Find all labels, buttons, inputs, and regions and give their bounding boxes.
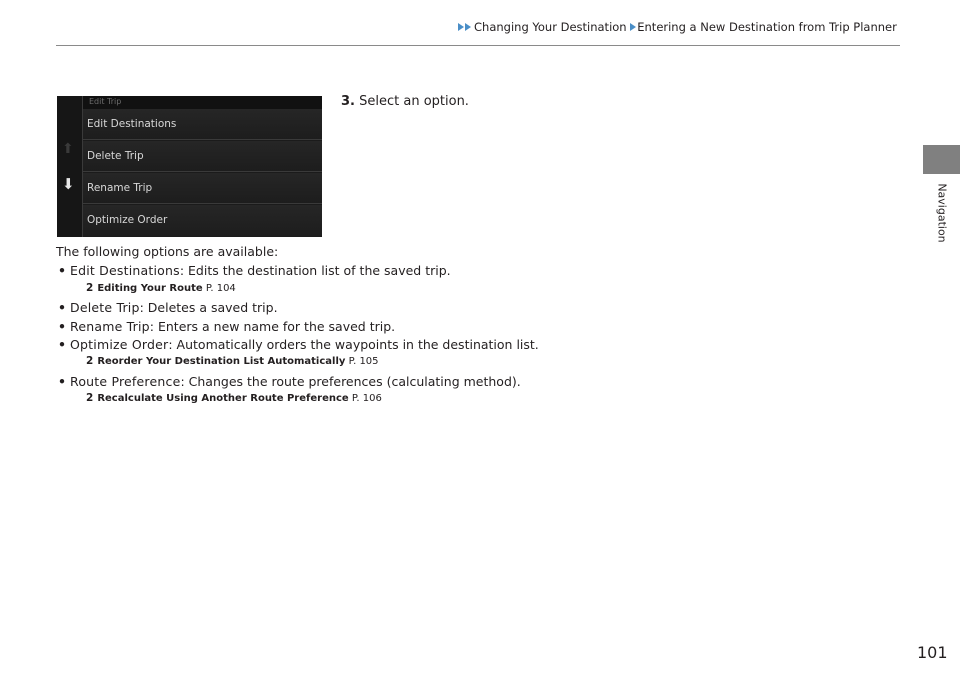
reference-title: Editing Your Route: [97, 283, 203, 294]
cross-reference[interactable]: [86, 282, 236, 294]
reference-arrow-icon: 2: [86, 282, 94, 294]
edit-trip-screen: [57, 96, 322, 237]
breadcrumb-arrow-icon: [465, 23, 471, 31]
menu-item-edit-destinations[interactable]: [83, 109, 322, 140]
breadcrumb: [458, 20, 897, 34]
cross-reference[interactable]: [86, 392, 382, 404]
option-item: [58, 337, 539, 352]
menu-item-delete-trip[interactable]: [83, 141, 322, 172]
bullet-icon: •: [58, 300, 66, 315]
section-tab-label: [923, 178, 960, 248]
step-instruction: [341, 94, 469, 109]
reference-page: P. 104: [205, 283, 236, 294]
option-term: Route Preference: [70, 374, 181, 389]
reference-arrow-icon: 2: [86, 355, 94, 367]
option-desc: : Edits the destination list of the saved trip.: [179, 263, 451, 278]
page-number: 101: [917, 643, 948, 662]
option-desc: : Automatically orders the waypoints in the destination list.: [168, 337, 539, 352]
reference-page: P. 106: [351, 393, 382, 404]
option-term: Edit Destinations: [70, 263, 180, 278]
reference-arrow-icon: 2: [86, 392, 94, 404]
reference-title: Recalculate Using Another Route Preference: [97, 393, 349, 404]
option-desc: : Deletes a saved trip.: [139, 300, 278, 315]
screen-title: Edit Trip: [89, 97, 122, 106]
step-text: Select an option.: [359, 94, 469, 109]
scroll-up-icon[interactable]: ⬆: [62, 141, 74, 157]
step-number: 3.: [341, 94, 355, 109]
menu-item-rename-trip[interactable]: [83, 173, 322, 204]
bullet-icon: •: [58, 337, 66, 352]
scroll-down-icon[interactable]: ⬇: [62, 175, 75, 193]
section-tab-text: Navigation: [935, 183, 948, 243]
menu-item-label: Edit Destinations: [87, 118, 177, 130]
reference-page: P. 105: [348, 356, 379, 367]
bullet-icon: •: [58, 319, 66, 334]
menu-item-label: Delete Trip: [87, 150, 144, 162]
scroll-column: [57, 96, 83, 237]
screen-titlebar: [83, 96, 322, 109]
section-tab-marker: [923, 145, 960, 174]
menu-item-label: Rename Trip: [87, 182, 153, 194]
option-item: [58, 263, 451, 278]
breadcrumb-part1: Changing Your Destination: [474, 20, 627, 34]
option-item: [58, 374, 521, 389]
option-term: Delete Trip: [70, 300, 140, 315]
option-term: Rename Trip: [70, 319, 150, 334]
bullet-icon: •: [58, 374, 66, 389]
options-intro: The following options are available:: [56, 244, 279, 259]
option-term: Optimize Order: [70, 337, 169, 352]
breadcrumb-arrow-icon: [458, 23, 464, 31]
option-desc: : Enters a new name for the saved trip.: [149, 319, 396, 334]
option-desc: : Changes the route preferences (calculating method).: [180, 374, 521, 389]
breadcrumb-arrow-icon: [630, 23, 636, 31]
reference-title: Reorder Your Destination List Automatically: [97, 356, 346, 367]
menu-item-optimize-order[interactable]: [83, 205, 322, 236]
menu-item-label: Optimize Order: [87, 214, 168, 226]
breadcrumb-part2: Entering a New Destination from Trip Planner: [637, 20, 897, 34]
option-item: [58, 300, 278, 315]
cross-reference[interactable]: [86, 355, 379, 367]
bullet-icon: •: [58, 263, 66, 278]
option-item: [58, 319, 395, 334]
header-divider: [56, 45, 900, 46]
